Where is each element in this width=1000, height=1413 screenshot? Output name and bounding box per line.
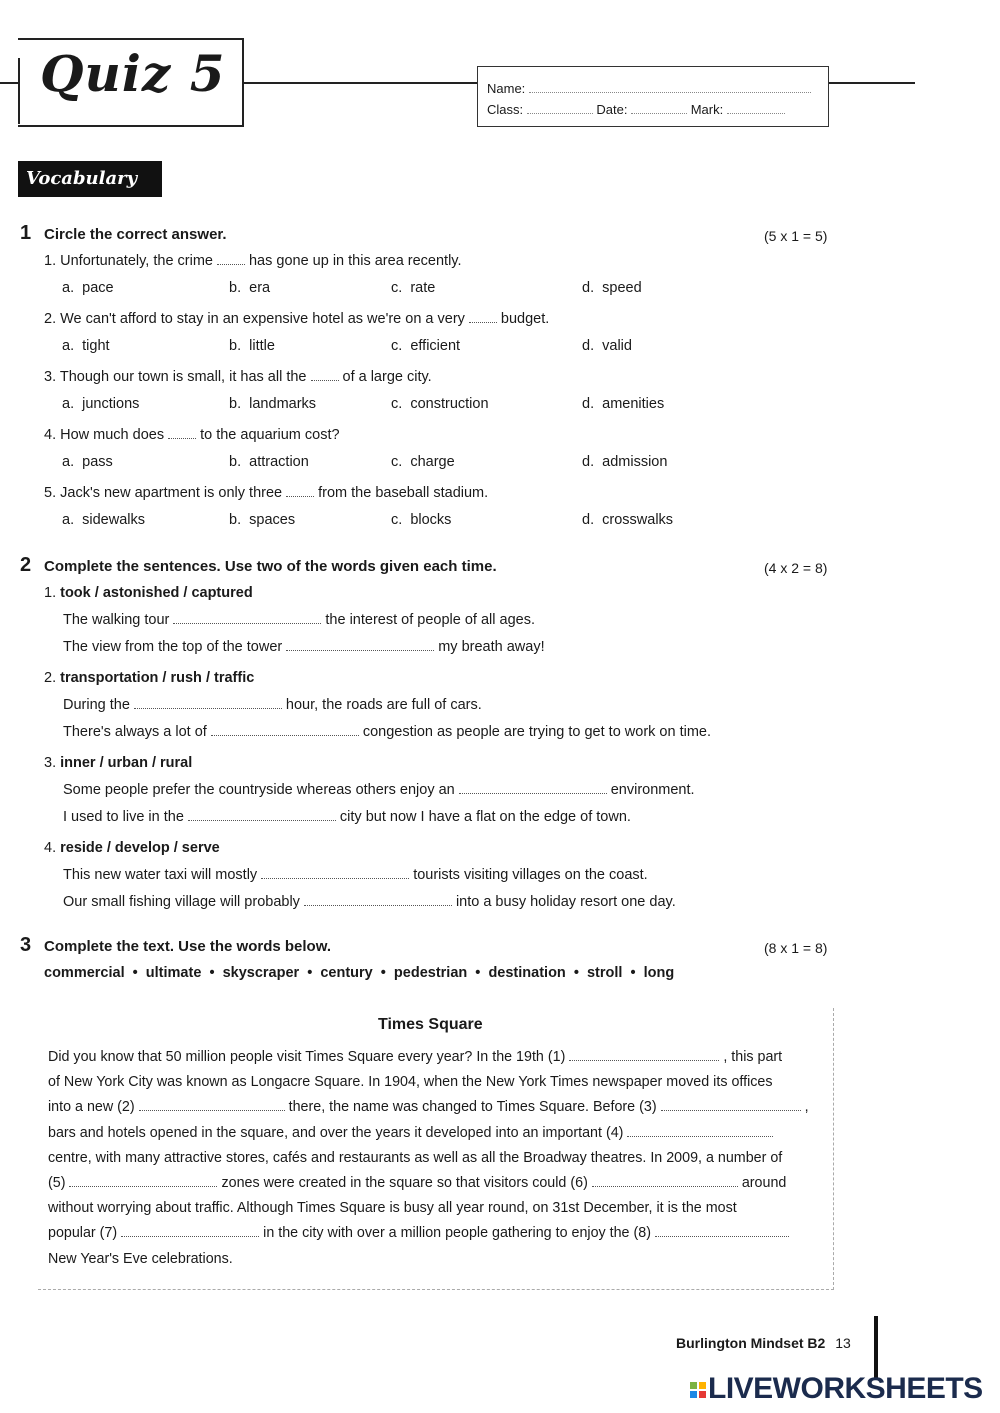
answer-option[interactable]: a. sidewalks [62, 512, 146, 528]
ex3-title: Complete the text. Use the words below. [44, 938, 331, 955]
title-left-stub [0, 82, 18, 84]
ex2-word-set [44, 670, 254, 686]
sentence-before: The view from the top of the tower [63, 639, 283, 655]
sentence-before: There's always a lot of [63, 724, 207, 740]
ex3-score: (8 x 1 = 8) [764, 940, 828, 956]
answer-option[interactable]: c. rate [391, 280, 436, 296]
ex2-title: Complete the sentences. Use two of the words given each time. [44, 558, 497, 575]
answer-option[interactable]: c. blocks [391, 512, 452, 528]
text-segment: into a new (2) [48, 1099, 135, 1116]
sentence-after: congestion as people are trying to get to work on time. [362, 724, 712, 740]
ex1-score: (5 x 1 = 5) [764, 228, 828, 244]
answer-option[interactable]: a. pace [62, 280, 114, 296]
word-choices: inner / urban / rural [60, 755, 193, 771]
text-segment: New Year's Eve celebrations. [48, 1250, 233, 1267]
ex2-sentence [63, 697, 482, 713]
answer-gap [168, 427, 196, 439]
sentence-after: tourists visiting villages on the coast. [413, 867, 648, 883]
text-line [48, 1095, 818, 1120]
item-number: 2. [44, 670, 57, 686]
ex1-number: 1 [20, 222, 32, 244]
answer-gap[interactable] [121, 1225, 259, 1237]
ex1-question [44, 427, 340, 443]
ex2-sentence [63, 639, 545, 655]
page-number: 13 [835, 1335, 851, 1351]
ex2-sentence [63, 724, 711, 740]
answer-option[interactable]: a. junctions [62, 396, 140, 412]
item-number: 4. [44, 840, 57, 856]
answer-gap[interactable] [261, 867, 409, 879]
answer-option[interactable]: b. little [229, 338, 275, 354]
name-label: Name: [487, 81, 526, 96]
question-number: 4. [44, 427, 57, 443]
ex2-sentence [63, 894, 676, 910]
answer-gap[interactable] [661, 1099, 801, 1111]
ex1-question [44, 485, 488, 501]
reading-text [48, 1045, 818, 1272]
mark-label: Mark: [690, 102, 724, 117]
question-text-after: has gone up in this area recently. [248, 253, 462, 269]
footer-book [676, 1335, 851, 1351]
title-bottom-rule [18, 125, 244, 127]
sentence-before: I used to live in the [63, 809, 184, 825]
question-number: 2. [44, 311, 57, 327]
text-segment: centre, with many attractive stores, cafés and restaurants as well as all the Broadway theatres. In 2009, a number of [48, 1149, 783, 1166]
answer-option[interactable]: c. efficient [391, 338, 461, 354]
question-text-after: to the aquarium cost? [200, 427, 340, 443]
word-bank: commercial • ultimate • skyscraper • century • pedestrian • destination • stroll • long [44, 965, 675, 981]
question-text-before: We can't afford to stay in an expensive hotel as we're on a very [60, 311, 465, 327]
ex3-number: 3 [20, 934, 32, 956]
question-number: 3. [44, 369, 57, 385]
name-field[interactable] [529, 82, 811, 93]
text-line [48, 1221, 818, 1246]
answer-option[interactable]: a. tight [62, 338, 110, 354]
answer-option[interactable]: b. attraction [229, 454, 309, 470]
answer-gap[interactable] [173, 612, 321, 624]
ex2-sentence [63, 809, 631, 825]
sentence-after: hour, the roads are full of cars. [285, 697, 482, 713]
text-line [48, 1070, 818, 1095]
answer-gap[interactable] [569, 1049, 719, 1061]
sentence-after: the interest of people of all ages. [325, 612, 535, 628]
header-rule [244, 82, 477, 84]
watermark-text: LIVEWORKSHEETS [708, 1372, 983, 1405]
answer-gap [286, 485, 314, 497]
answer-gap[interactable] [134, 697, 282, 709]
text-segment: popular (7) [48, 1225, 118, 1242]
text-segment: without worrying about traffic. Although Times Square is busy all year round, on 31st December, it is the most [48, 1200, 737, 1217]
text-line [48, 1247, 818, 1272]
date-field[interactable] [631, 103, 687, 114]
ex2-word-set [44, 585, 253, 601]
answer-option[interactable]: d. amenities [582, 396, 665, 412]
answer-gap [217, 253, 245, 265]
sentence-after: into a busy holiday resort one day. [455, 894, 676, 910]
page-edge-bar [874, 1316, 878, 1380]
ex1-question [44, 311, 549, 327]
word-choices: transportation / rush / traffic [60, 670, 255, 686]
ex1-question [44, 369, 432, 385]
answer-gap[interactable] [627, 1125, 773, 1137]
ex1-question [44, 253, 462, 269]
text-line [48, 1196, 818, 1221]
question-text-before: Though our town is small, it has all the [59, 369, 307, 385]
book-title: Burlington Mindset B2 [676, 1335, 826, 1351]
answer-option[interactable]: b. spaces [229, 512, 296, 528]
text-line [48, 1171, 818, 1196]
class-label: Class: [487, 102, 524, 117]
answer-option[interactable]: d. admission [582, 454, 668, 470]
answer-option[interactable]: c. charge [391, 454, 455, 470]
answer-option[interactable]: d. valid [582, 338, 632, 354]
question-text-after: budget. [500, 311, 550, 327]
text-segment: there, the name was changed to Times Square. Before (3) [288, 1099, 657, 1116]
answer-option[interactable]: b. landmarks [229, 396, 317, 412]
word-choices: took / astonished / captured [60, 585, 253, 601]
sentence-before: During the [63, 697, 130, 713]
ex2-number: 2 [20, 554, 32, 576]
grid-logo-icon [690, 1382, 706, 1398]
ex2-word-set [44, 840, 220, 856]
answer-option[interactable]: b. era [229, 280, 271, 296]
word-choices: reside / develop / serve [60, 840, 220, 856]
answer-gap[interactable] [211, 724, 359, 736]
sentence-after: city but now I have a flat on the edge of town. [339, 809, 631, 825]
question-text-after: from the baseball stadium. [318, 485, 489, 501]
ex2-word-set [44, 755, 192, 771]
answer-gap [469, 311, 497, 323]
student-info-box [477, 66, 829, 127]
watermark [690, 1372, 983, 1406]
question-text-before: How much does [60, 427, 165, 443]
answer-gap[interactable] [592, 1175, 738, 1187]
answer-gap[interactable] [139, 1099, 285, 1111]
sentence-before: Some people prefer the countryside whereas others enjoy an [63, 782, 455, 798]
text-segment: zones were created in the square so that visitors could (6) [221, 1175, 588, 1192]
answer-gap[interactable] [69, 1175, 217, 1187]
question-number: 1. [44, 253, 57, 269]
question-text-after: of a large city. [342, 369, 432, 385]
ex2-score: (4 x 2 = 8) [764, 560, 828, 576]
text-line [48, 1121, 818, 1146]
item-number: 1. [44, 585, 57, 601]
text-segment: (5) [48, 1175, 66, 1192]
question-number: 5. [44, 485, 57, 501]
item-number: 3. [44, 755, 57, 771]
question-text-before: Unfortunately, the crime [60, 253, 213, 269]
text-line [48, 1146, 818, 1171]
text-segment: around [741, 1175, 787, 1192]
sentence-before: The walking tour [63, 612, 170, 628]
text-title: Times Square [378, 1016, 483, 1033]
ex2-sentence [63, 612, 535, 628]
sentence-before: Our small fishing village will probably [63, 894, 300, 910]
answer-gap[interactable] [655, 1225, 789, 1237]
mark-field[interactable] [727, 103, 785, 114]
answer-option[interactable]: d. speed [582, 280, 642, 296]
ex2-sentence [63, 867, 648, 883]
text-segment: , [804, 1099, 809, 1116]
sentence-before: This new water taxi will mostly [63, 867, 258, 883]
text-segment: Did you know that 50 million people visit Times Square every year? In the 19th (1) [48, 1049, 566, 1065]
quiz-title: Quiz 5 [40, 44, 226, 103]
question-text-before: Jack's new apartment is only three [60, 485, 283, 501]
text-line [48, 1045, 818, 1070]
vocabulary-banner: Vocabulary [18, 161, 162, 197]
header-rule-right [829, 82, 915, 84]
ex1-title: Circle the correct answer. [44, 226, 227, 243]
answer-gap[interactable] [459, 782, 607, 794]
answer-option[interactable]: d. crosswalks [582, 512, 674, 528]
answer-option[interactable]: a. pass [62, 454, 113, 470]
text-segment: , this part [723, 1049, 783, 1065]
ex2-sentence [63, 782, 695, 798]
answer-gap[interactable] [188, 809, 336, 821]
text-segment: of New York City was known as Longacre Square. In 1904, when the New York Times newspaper moved its offices [48, 1074, 773, 1091]
answer-gap [311, 369, 339, 381]
text-segment: bars and hotels opened in the square, and over the years it developed into an important (4) [48, 1124, 624, 1141]
answer-option[interactable]: c. construction [391, 396, 489, 412]
date-label: Date: [596, 102, 628, 117]
sentence-after: environment. [610, 782, 695, 798]
answer-gap[interactable] [304, 894, 452, 906]
text-segment: in the city with over a million people gathering to enjoy the (8) [263, 1225, 651, 1242]
answer-gap[interactable] [286, 639, 434, 651]
class-field[interactable] [527, 103, 593, 114]
sentence-after: my breath away! [438, 639, 545, 655]
